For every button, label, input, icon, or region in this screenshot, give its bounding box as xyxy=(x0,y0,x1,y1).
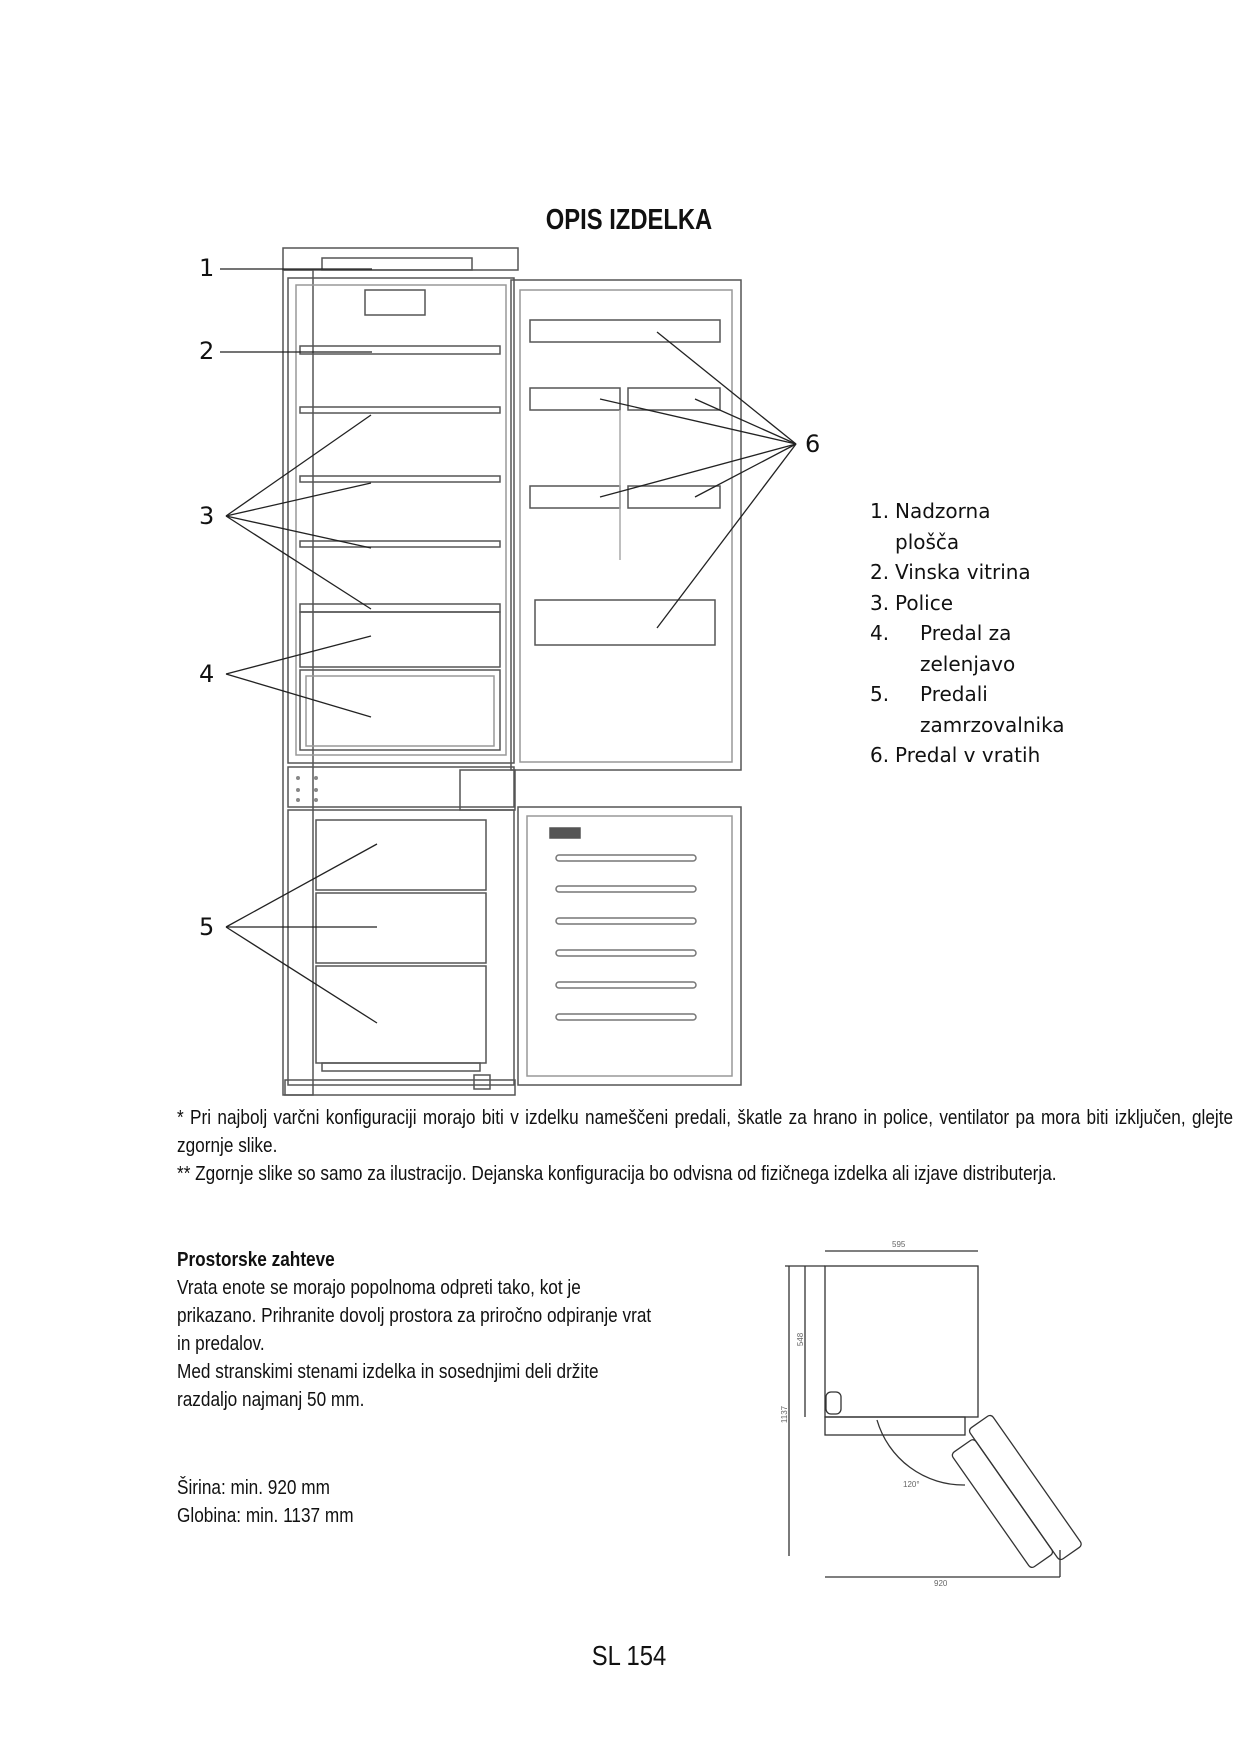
note-1: * Pri najbolj varčni konfiguraciji morajo biti v izdelku nameščeni predali, škatle za hrano in police, ventilator pa mora biti izklјučen, glejte zgornje slike. xyxy=(177,1107,1234,1157)
freezer-drawers xyxy=(316,820,486,1071)
dim-label-top: 595 xyxy=(892,1240,906,1249)
legend-item: 4. Predal za zelenjavo xyxy=(870,621,1016,676)
top-view-diagram xyxy=(785,1251,1083,1577)
dim-label-angle: 120° xyxy=(903,1480,920,1489)
legend-item: 6. Predal v vratih xyxy=(870,743,1041,767)
callout-3: 3 xyxy=(199,502,215,530)
min-depth: Globina: min. 1137 mm xyxy=(177,1505,354,1527)
note-2: ** Zgornje slike so samo za ilustracijo. Dejanska konfiguracija bo odvisna od fizičnega izdelka ali izjave distributerja. xyxy=(177,1163,1057,1185)
legend-item: 1. Nadzorna plošča xyxy=(870,499,991,554)
crisper-drawers xyxy=(300,612,500,750)
dim-label-width: 920 xyxy=(934,1579,948,1588)
section-heading: Prostorske zahteve xyxy=(177,1249,335,1271)
legend-item: 3. Police xyxy=(870,590,953,615)
leader-lines xyxy=(220,269,796,1023)
min-width: Širina: min. 920 mm xyxy=(177,1477,330,1499)
fridge-door xyxy=(511,280,741,770)
space-requirements xyxy=(177,1246,659,1414)
shelves xyxy=(300,346,500,612)
legend-item: 2. Vinska vitrina xyxy=(870,560,1031,584)
dim-label-depth: 1137 xyxy=(780,1405,790,1424)
space-paragraph-2: Med stranskimi stenami izdelka in sosednjimi deli držite razdaljo najmanj 50 mm. xyxy=(177,1361,599,1411)
callout-4: 4 xyxy=(199,660,215,688)
dim-label-inner: 548 xyxy=(796,1332,806,1347)
parts-legend xyxy=(870,496,1095,771)
notes xyxy=(177,1104,1233,1188)
space-paragraph-1: Vrata enote se morajo popolnoma odpreti tako, kot je prikazano. Prihranite dovolj prostora za priročno odpiranje vrat in predalov. xyxy=(177,1277,652,1355)
fridge-cabinet xyxy=(283,248,518,1095)
page-title: OPIS IZDELKA xyxy=(545,204,713,236)
page-number: SL 154 xyxy=(591,1640,667,1671)
freezer-door xyxy=(518,807,741,1085)
callout-2: 2 xyxy=(199,337,215,365)
callout-1: 1 xyxy=(199,254,215,282)
min-dimensions xyxy=(177,1474,354,1530)
legend-item: 5. Predali zamrzovalnika xyxy=(870,682,1065,737)
callout-5: 5 xyxy=(199,913,215,941)
callout-6: 6 xyxy=(805,430,821,458)
control-panel xyxy=(288,767,514,807)
